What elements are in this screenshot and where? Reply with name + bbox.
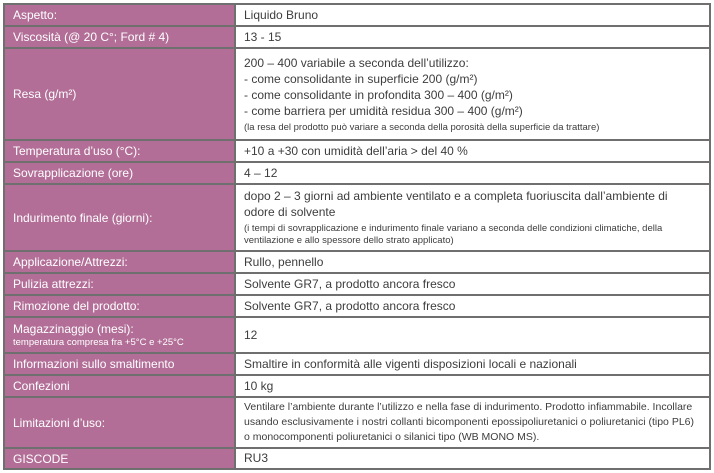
row-magazzinaggio-label-cell (4, 317, 235, 353)
row-value-footnote: (la resa del prodotto può variare a seconda della porosità della superficie da trattare) (244, 121, 600, 133)
row-confezioni-label-cell (4, 375, 235, 397)
row-pulizia-label-cell (4, 273, 235, 295)
row-value: RU3 (244, 451, 269, 465)
row-resa (4, 48, 710, 140)
row-value: 10 kg (244, 378, 274, 393)
row-label-footnote: temperatura compresa fra +5°C e +25°C (13, 336, 184, 348)
row-label: Indurimento finale (giorni): (13, 210, 153, 225)
row-confezioni-value-cell (235, 375, 710, 397)
row-value-line: 200 – 400 variabile a seconda dell’utilizzo: (244, 55, 469, 70)
row-magazzinaggio (4, 317, 710, 353)
row-value-line: - come consolidante in superficie 200 (g/m²) (244, 71, 478, 86)
row-label: Informazioni sullo smaltimento (13, 357, 175, 371)
row-resa-label-cell (4, 48, 235, 140)
row-value: Solvente GR7, a prodotto ancora fresco (244, 276, 456, 291)
row-viscosita-label-cell (4, 26, 235, 48)
row-label: Temperatura d’uso (°C): (13, 144, 141, 158)
row-value: +10 a +30 con umidità dell’aria > del 40 % (244, 143, 468, 158)
row-indurimento-label-cell (4, 184, 235, 251)
row-value-line: - come barriera per umidità residua 300 – 400 (g/m²) (244, 103, 523, 118)
row-label: GISCODE (13, 451, 69, 466)
row-value: Solvente GR7, a prodotto ancora fresco (244, 298, 456, 313)
row-pulizia-attrezzi (4, 273, 710, 295)
row-value: Rullo, pennello (244, 254, 324, 269)
row-label: Limitazioni d’uso: (13, 415, 106, 430)
row-smaltimento-label-cell (4, 353, 235, 375)
row-rimozione-label-cell (4, 295, 235, 317)
row-temperatura-label-cell (4, 140, 235, 162)
row-giscode (4, 448, 710, 469)
row-value: 13 - 15 (244, 29, 282, 44)
row-label: Magazzinaggio (mesi): (13, 321, 134, 336)
row-value: 4 – 12 (244, 165, 278, 180)
row-label: Confezioni (13, 379, 70, 393)
row-temperatura-uso (4, 140, 710, 162)
row-aspetto-value-cell (235, 4, 710, 26)
row-resa-value-cell (235, 48, 710, 140)
row-magazzinaggio-value-cell (235, 317, 710, 353)
row-value-line: dopo 2 – 3 giorni ad ambiente ventilato e a completa fuoriuscita dall’ambiente di odore di solvente (244, 189, 668, 219)
row-value: 12 (244, 327, 258, 342)
product-spec-table (3, 3, 711, 470)
row-label: Rimozione del prodotto: (13, 299, 140, 313)
row-applicazione-label-cell (4, 251, 235, 273)
row-viscosita-value-cell (235, 26, 710, 48)
row-informazioni-smaltimento (4, 353, 710, 375)
row-value: Liquido Bruno (244, 7, 319, 22)
row-rimozione-value-cell (235, 295, 710, 317)
row-indurimento-finale (4, 184, 710, 251)
row-giscode-value-cell (235, 448, 710, 469)
row-label: Aspetto: (13, 8, 58, 22)
row-limitazioni-value-cell (235, 397, 710, 448)
row-smaltimento-value-cell (235, 353, 710, 375)
row-label: Viscosità (@ 20 C°; Ford # 4) (13, 30, 170, 44)
row-applicazione-value-cell (235, 251, 710, 273)
row-label: Sovrapplicazione (ore) (13, 166, 134, 180)
row-aspetto-label-cell (4, 4, 235, 26)
row-giscode-label-cell (4, 448, 235, 469)
row-sovrapplicazione (4, 162, 710, 184)
row-label: Applicazione/Attrezzi: (13, 255, 128, 269)
row-sovrapplicazione-value-cell (235, 162, 710, 184)
row-aspetto (4, 4, 710, 26)
row-value: Ventilare l’ambiente durante l’utilizzo e nella fase di indurimento. Prodotto infiammabile. Incollare usando esclusivamente i nostri collanti bicomponenti epossipoliuretanici o poliuretanici (tipo PL6) o monocomponenti poliuretanici o silanici tipo (WB MONO MS). (244, 401, 694, 443)
row-limitazioni-label-cell (4, 397, 235, 448)
row-label: Resa (g/m²) (13, 87, 77, 101)
row-value: Smaltire in conformità alle vigenti disposizioni locali e nazionali (244, 356, 577, 371)
row-limitazioni-uso (4, 397, 710, 448)
row-rimozione-prodotto (4, 295, 710, 317)
row-viscosita (4, 26, 710, 48)
row-indurimento-value-cell (235, 184, 710, 251)
row-applicazione-attrezzi (4, 251, 710, 273)
row-pulizia-value-cell (235, 273, 710, 295)
row-value-footnote: (i tempi di sovrapplicazione e indurimento finale variano a seconda delle condizioni climatiche, della ventilazione e allo spessore dello strato applicato) (244, 223, 663, 246)
row-temperatura-value-cell (235, 140, 710, 162)
row-label: Pulizia attrezzi: (13, 277, 94, 291)
row-confezioni (4, 375, 710, 397)
row-sovrapplicazione-label-cell (4, 162, 235, 184)
row-value-line: - come consolidante in profondita 300 – 400 (g/m²) (244, 87, 513, 102)
